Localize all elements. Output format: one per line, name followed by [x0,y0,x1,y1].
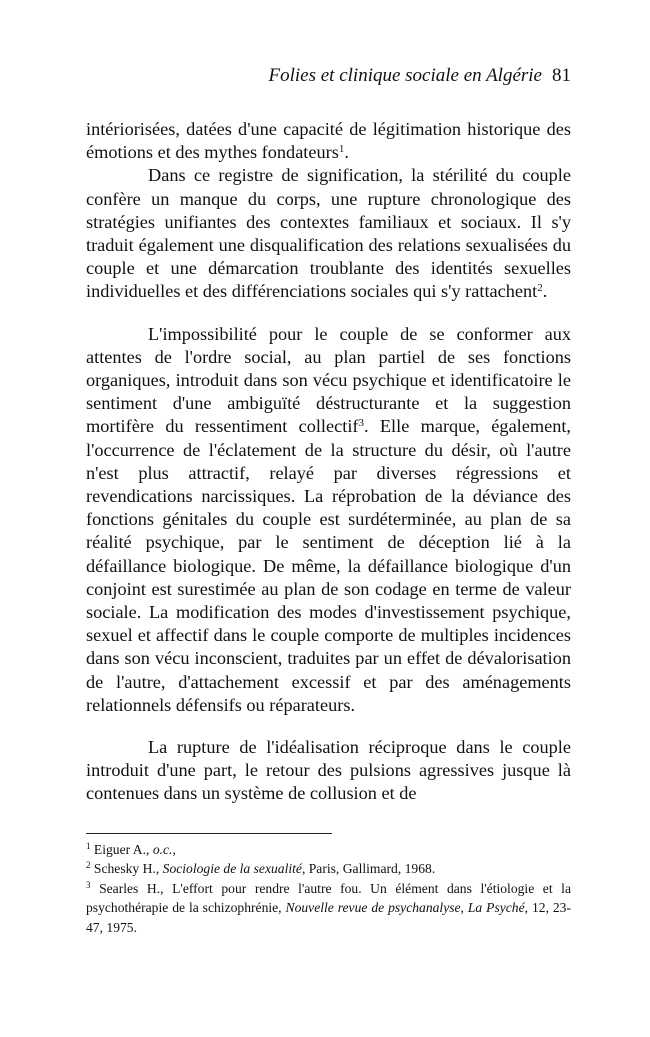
footnote-author: Schesky H., [93,861,163,877]
body-text [86,118,571,806]
footnote-author: Eiguer A., [93,841,153,857]
footnote-work: Sociologie de la sexualité [162,861,302,877]
paragraph-text: L'impossibilité pour le couple de se conformer aux attentes de l'ordre social, au plan partiel de ses fonctions organiques, introduit dans son vécu psychique et identificatoire le sentiment d'une ambiguïté déstructurante et la suggestion mortifère du ressentiment collectif [86,323,571,437]
footnote-work: o.c. [152,841,173,857]
paragraph-text-continued: . Elle marque, également, l'occurrence de l'éclatement de la structure du désir, où l'autre n'est plus attractif, relayé par diverses régressions et revendications narcissiques. La réprobation de la déviance des fonctions génitales du couple est surdéterminée, au plan de sa réalité psychique, par le sentiment de déception lié à la défaillance biologique. De même, la défaillance biologique d'un conjoint est surestimée au plan de son codage en terme de valeur sociale. La modification des modes d'investissement psychique, sexuel et affectif dans le couple comporte de multiples incidences dans son vécu inconscient, traduites par un effet de dévalorisation de l'autre, d'attachement excessif et par des aménagements relationnels défensifs ou réparateurs. [86,416,571,715]
paragraph-4 [86,736,571,806]
paragraph-text: La rupture de l'idéalisation réciproque dans le couple introduit d'une part, le retour des pulsions agressives jusque là contenues dans un système de collusion et de [86,737,571,804]
footnote-divider [86,833,332,834]
running-header [86,64,571,88]
book-page [86,64,571,937]
footnote-number: 3 [86,879,91,890]
running-title: Folies et clinique sociale en Algérie [268,65,542,86]
paragraph-1 [86,118,571,164]
footnote-author: Searles H., L'effort pour rendre l'autre fou. Un élément dans l'étiologie et la psychothérapie de la schizophrénie, [86,880,571,916]
paragraph-end: . [542,281,548,302]
paragraph-text: Dans ce registre de signification, la stérilité du couple confère un manque du corps, une rupture chronologique des stratégies unifiantes des contextes familiaux et sociaux. Il s'y traduit également une disqualification des relations sexualisées du couple et une démarcation troublante des identités sexuelles individuelles et des différenciations sociales qui s'y rattachent [86,165,571,302]
footnote-work: Nouvelle revue de psychanalyse, La Psyché [285,900,525,916]
footnote-1 [86,840,571,860]
footnotes [86,840,571,938]
footnote-ref-3[interactable]: 3 [358,417,364,430]
footnote-ref-1[interactable]: 1 [338,143,345,156]
paragraph-3 [86,323,571,717]
footnote-details: , Paris, Gallimard, 1968. [301,861,436,877]
paragraph-end: . [344,142,349,163]
footnote-number: 2 [86,860,91,871]
paragraph-text: intériorisées, datées d'une capacité de légitimation historique des émotions et des mythes fondateurs [86,119,571,163]
footnote-ref-2[interactable]: 2 [537,282,543,295]
paragraph-2 [86,164,571,303]
page-number: 81 [552,65,571,86]
footnote-3 [86,879,571,938]
footnote-number: 1 [86,840,91,851]
footnote-details: , 12, 23-47, 1975. [86,900,572,935]
footnote-2 [86,859,571,879]
footnote-details: , [172,841,176,857]
